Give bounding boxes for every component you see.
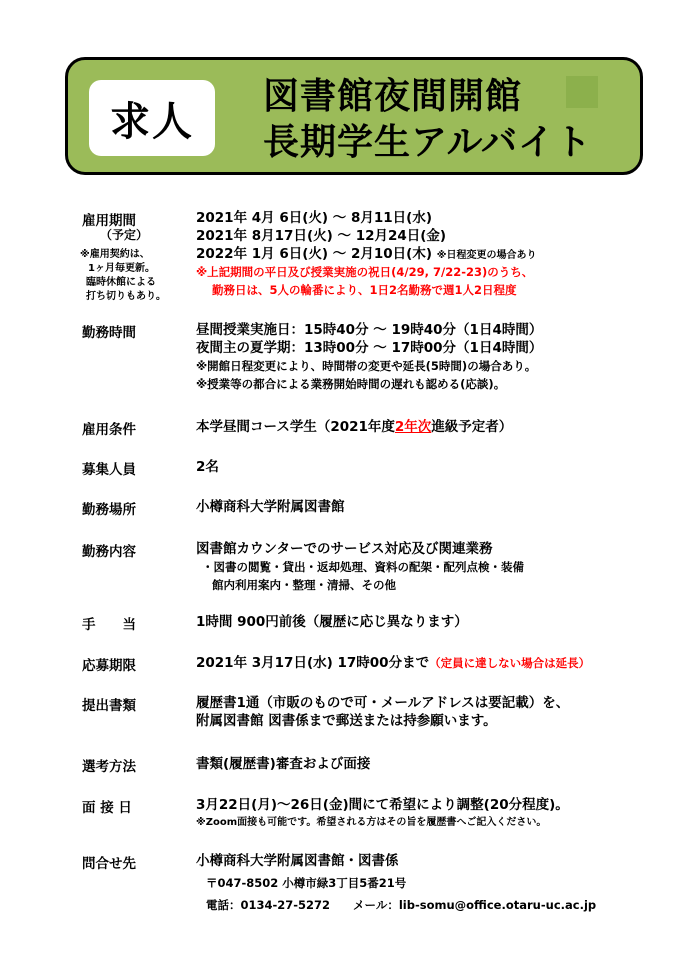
period-1: 2021年 4月 6日(火) ～ 8月11日(水) bbox=[196, 210, 433, 226]
duties-line-1: 図書館カウンターでのサービス対応及び関連業務 bbox=[196, 541, 493, 557]
period-change-note: ※日程変更の場合あり bbox=[436, 250, 537, 261]
conditions-label: 雇用条件 bbox=[82, 422, 136, 438]
documents-content bbox=[196, 694, 569, 730]
period-3-text: 2022年 1月 6日(火) ～ 2月10日(木) bbox=[196, 246, 433, 262]
location-value: 小樽商科大学附属図書館 bbox=[196, 499, 345, 515]
deadline-value bbox=[196, 654, 590, 672]
title-line-2: 長期学生アルバイト bbox=[263, 122, 593, 163]
work-hours-line-2: 夜間主の夏学期：13時00分 ～ 17時00分（1日4時間） bbox=[196, 340, 543, 356]
conditions-text-after: 進級予定者） bbox=[431, 419, 513, 435]
documents-label: 提出書類 bbox=[82, 698, 136, 714]
allowance-value: 1時間 900円前後（履歴に応じ異なります） bbox=[196, 614, 468, 630]
contact-phone-email: 電話：0134-27-5272 メール：lib-somu@office.otaru-uc.ac.jp bbox=[206, 898, 597, 912]
work-hours-note-2: ※授業等の都合による業務開始時間の遅れも認める(応談)。 bbox=[196, 377, 506, 391]
period-2: 2021年 8月17日(火) ～ 12月24日(金) bbox=[196, 228, 447, 244]
documents-line-2: 附属図書館 図書係まで郵送または持参願います。 bbox=[196, 713, 497, 729]
header-banner bbox=[65, 57, 643, 175]
contact-label: 問合せ先 bbox=[82, 856, 136, 872]
contract-note-1: ※雇用契約は、 bbox=[80, 249, 150, 260]
contact-line-1: 小樽商科大学附属図書館・図書係 bbox=[196, 853, 399, 869]
title-line-1: 図書館夜間開館 bbox=[263, 76, 523, 117]
period-3 bbox=[196, 245, 536, 263]
duties-content bbox=[196, 540, 524, 594]
contact-address: 〒047-8502 小樽市緑3丁目5番21号 bbox=[206, 876, 407, 890]
duties-line-3: 館内利用案内・整理・清掃、その他 bbox=[212, 578, 396, 592]
allowance-label: 手 当 bbox=[82, 617, 136, 633]
recruits-label: 募集人員 bbox=[82, 462, 136, 478]
conditions-value bbox=[196, 418, 512, 436]
deadline-red-note: （定員に達しない場合は延長） bbox=[429, 656, 591, 670]
deadline-label: 応募期限 bbox=[82, 658, 136, 674]
contract-note-3: 臨時休館による bbox=[86, 277, 156, 288]
work-hours-label: 勤務時間 bbox=[82, 325, 136, 341]
decorative-square bbox=[566, 76, 598, 108]
interview-content bbox=[196, 796, 569, 832]
interview-line-2: ※Zoom面接も可能です。希望される方はその旨を履歴書へご記入ください。 bbox=[196, 817, 547, 828]
location-label: 勤務場所 bbox=[82, 502, 136, 518]
work-hours-note-1: ※開館日程変更により、時間帯の変更や延長(5時間)の場合あり。 bbox=[196, 359, 537, 373]
employment-period-content bbox=[196, 209, 536, 299]
conditions-highlight: 2年次 bbox=[394, 419, 432, 435]
work-hours-line-1: 昼間授業実施日：15時40分 ～ 19時40分（1日4時間） bbox=[196, 322, 543, 338]
contact-content bbox=[196, 852, 596, 914]
page-title bbox=[263, 74, 592, 166]
period-red-note-1: ※上記期間の平日及び授業実施の祝日(4/29, 7/22-23)のうち、 bbox=[196, 265, 534, 279]
conditions-text-before: 本学昼間コース学生（2021年度 bbox=[196, 419, 395, 435]
selection-label: 選考方法 bbox=[82, 759, 136, 775]
contract-note-2: 1ヶ月毎更新。 bbox=[88, 263, 155, 274]
deadline-text: 2021年 3月17日(水) 17時00分まで bbox=[196, 655, 430, 671]
contract-note-4: 打ち切りもあり。 bbox=[86, 291, 166, 302]
selection-value: 書類(履歴書)審査および面接 bbox=[196, 756, 371, 772]
interview-label: 面 接 日 bbox=[82, 800, 132, 816]
duties-line-2: ・図書の閲覧・貸出・返却処理、資料の配架・配列点検・装備 bbox=[202, 560, 524, 574]
job-offer-tag: 求人 bbox=[89, 80, 215, 156]
work-hours-content bbox=[196, 321, 542, 393]
period-red-note-2: 勤務日は、5人の輪番により、1日2名勤務で週1人2日程度 bbox=[212, 283, 517, 297]
documents-line-1: 履歴書1通（市販のもので可・メールアドレスは要記載）を、 bbox=[196, 695, 570, 711]
duties-label: 勤務内容 bbox=[82, 544, 136, 560]
employment-period-label: 雇用期間 bbox=[82, 213, 136, 229]
interview-line-1: 3月22日(月)～26日(金)間にて希望により調整(20分程度)。 bbox=[196, 797, 569, 813]
recruits-value: 2名 bbox=[196, 459, 219, 475]
employment-period-sublabel: （予定） bbox=[100, 228, 149, 242]
